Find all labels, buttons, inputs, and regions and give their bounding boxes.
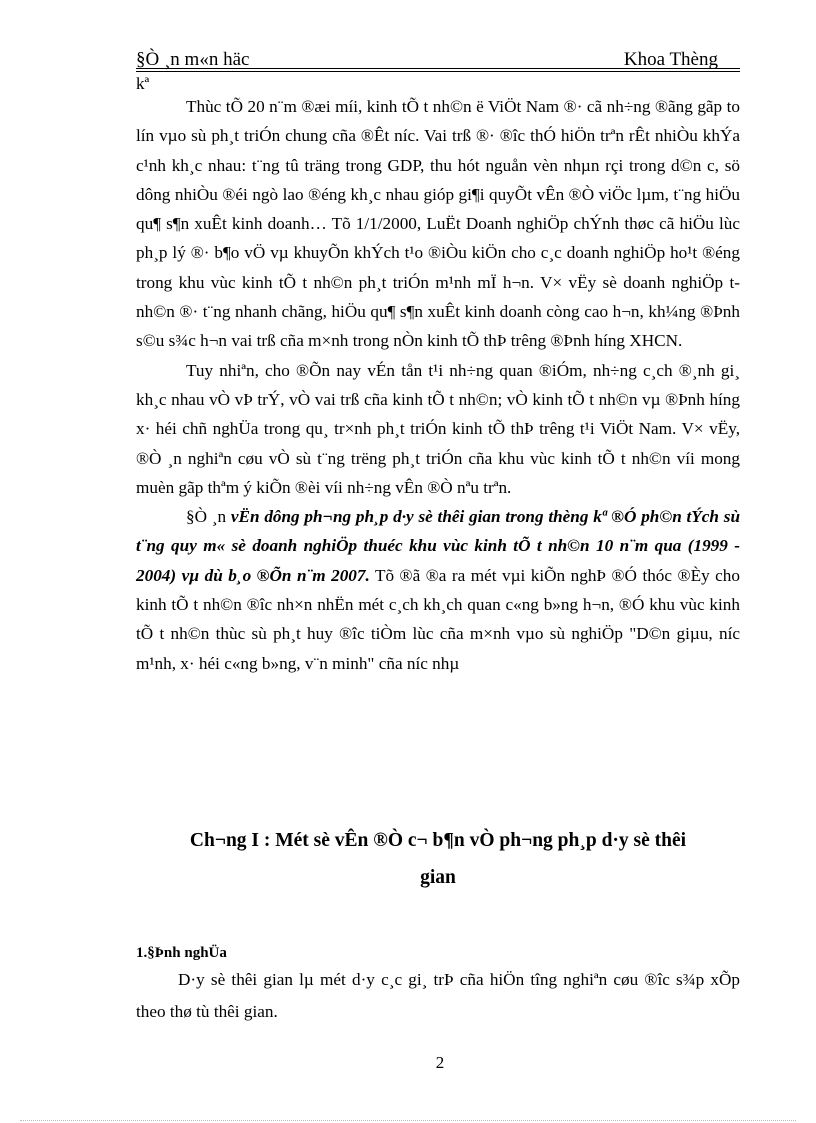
header-project-title: §Ò ¸n m«n häc	[136, 49, 250, 70]
chapter-heading-line-1: Ch¬ng I : Mét sè vÊn ®Ò c¬ b¶n vÒ ph¬ng ph¸p d·y sè thêi	[189, 830, 687, 851]
page-number: 2	[435, 1053, 445, 1072]
header-department: Khoa Thèng	[623, 49, 718, 70]
page-header	[136, 50, 740, 70]
chapter-heading-line-2: gian	[420, 867, 456, 888]
intro-body	[136, 92, 740, 678]
page-bottom-border	[20, 1120, 796, 1121]
header-rule-bottom	[136, 71, 740, 72]
header-fragment: kª	[136, 74, 150, 93]
paragraph-3-emphasis: vËn dông ph¬ng ph¸p d·y sè thêi gian trong thèng kª ®Ó ph©n tÝch sù t¨ng quy m« sè doanh nghiÖp thuéc khu vùc kinh tÕ t nh©n 10 n¨m qua (1999 - 2004) vµ dù b¸o ®Õn n¨m 2007.	[136, 507, 741, 585]
section-heading: 1.§Þnh nghÜa	[136, 945, 227, 961]
header-rule-top	[136, 68, 740, 69]
intro-paragraph-3	[136, 502, 740, 678]
intro-paragraph-1: Thùc tÕ 20 n¨m ®æi míi, kinh tÕ t nh©n ë ViÖt Nam ®· cã nh÷ng ®ãng gãp to lín vµo sù ph¸t triÓn chung cña ®Êt níc. Vai trß ®· ®îc thÓ hiÖn trªn rÊt nhiÒu khÝa c¹nh kh¸c nhau: t¨ng tû träng trong GDP, thu hót nguån vèn nhµn rçi trong d©n c, sö dông nhiÒu ®éi ngò lao ®éng kh¸c nhau gióp gi¶i quyÕt vÊn ®Ò viÖc lµm, t¨ng hiÖu qu¶ s¶n xuÊt kinh doanh… Tõ 1/1/2000, LuËt Doanh nghiÖp chÝnh thøc cã hiÖu lùc ph¸p lý ®· b¶o vÖ vµ khuyÕn khÝch t¹o ®iÒu kiÖn cho c¸c doanh nghiÖp ho¹t ®éng trong khu vùc kinh tÕ t nh©n ph¸t triÓn m¹nh mÏ h¬n. V× vËy sè doanh nghiÖp t nh©n ®· t¨ng nhanh chãng, hiÖu qu¶ s¶n xuÊt kinh doanh còng cao h¬n, kh¼ng ®Þnh s©u s¾c h¬n vai trß cña m×nh trong nÒn kinh tÕ thÞ trêng ®Þnh híng XHCN.	[136, 97, 740, 351]
definition-paragraph: D·y sè thêi gian lµ mét d·y c¸c gi¸ trÞ cña hiÖn tîng nghiªn cøu ®îc s¾p xÕp theo thø tù thêi gian.	[136, 970, 740, 1021]
chapter-heading	[136, 822, 740, 896]
paragraph-3-lead: §Ò ¸n	[186, 507, 227, 527]
intro-paragraph-2: Tuy nhiªn, cho ®Õn nay vÉn tån t¹i nh÷ng quan ®iÓm, nh÷ng c¸ch ®¸nh gi¸ kh¸c nhau vÒ vÞ trÝ, vÒ vai trß cña kinh tÕ t nh©n; vÒ kinh tÕ t nh©n vµ ®Þnh híng x· héi chñ nghÜa trong qu¸ tr×nh ph¸t triÓn kinh tÕ thÞ trêng t¹i ViÖt Nam. V× vËy, ®Ò ¸n nghiªn cøu vÒ sù t¨ng trëng ph¸t triÓn cña khu vùc kinh tÕ t nh©n víi mong muèn gãp thªm ý kiÕn ®èi víi nh÷ng vÊn ®Ò nªu trªn.	[136, 360, 740, 497]
paragraph-3-rest: Tõ ®ã ®a ra mét vµi kiÕn nghÞ ®Ó thóc ®Èy cho kinh tÕ t nh©n ®îc nh×n nhËn mét c¸ch kh¸ch quan c«ng b»ng h¬n, ®Ó khu vùc kinh tÕ t nh©n thùc sù ph¸t huy ®îc tiÒm lùc cña m×nh vµo sù nghiÖp "D©n giµu, níc m¹nh, x· héi c«ng b»ng, v¨n minh" cña níc nhµ	[136, 565, 740, 673]
definition-body	[136, 964, 740, 1028]
